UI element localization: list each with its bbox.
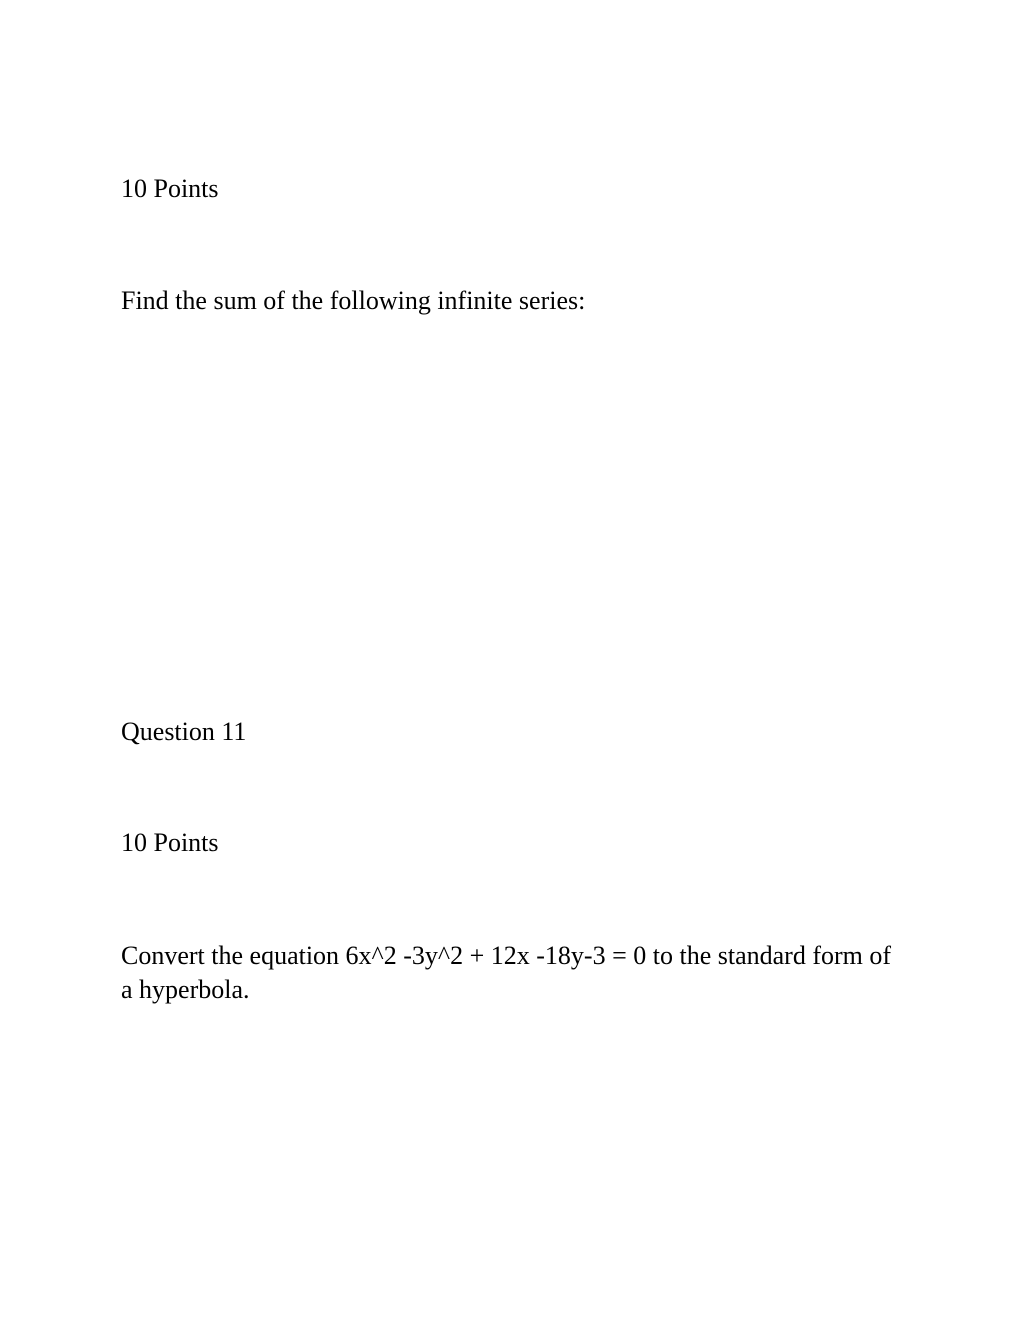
question-11-title: Question 11 <box>121 717 247 746</box>
question-11-points: 10 Points <box>121 828 219 857</box>
question-10-prompt: Find the sum of the following infinite series: <box>121 286 586 315</box>
question-10-points: 10 Points <box>121 174 219 203</box>
question-11-prompt: Convert the equation 6x^2 -3y^2 + 12x -18y-3 = 0 to the standard form of a hyperbola. <box>121 941 892 1004</box>
